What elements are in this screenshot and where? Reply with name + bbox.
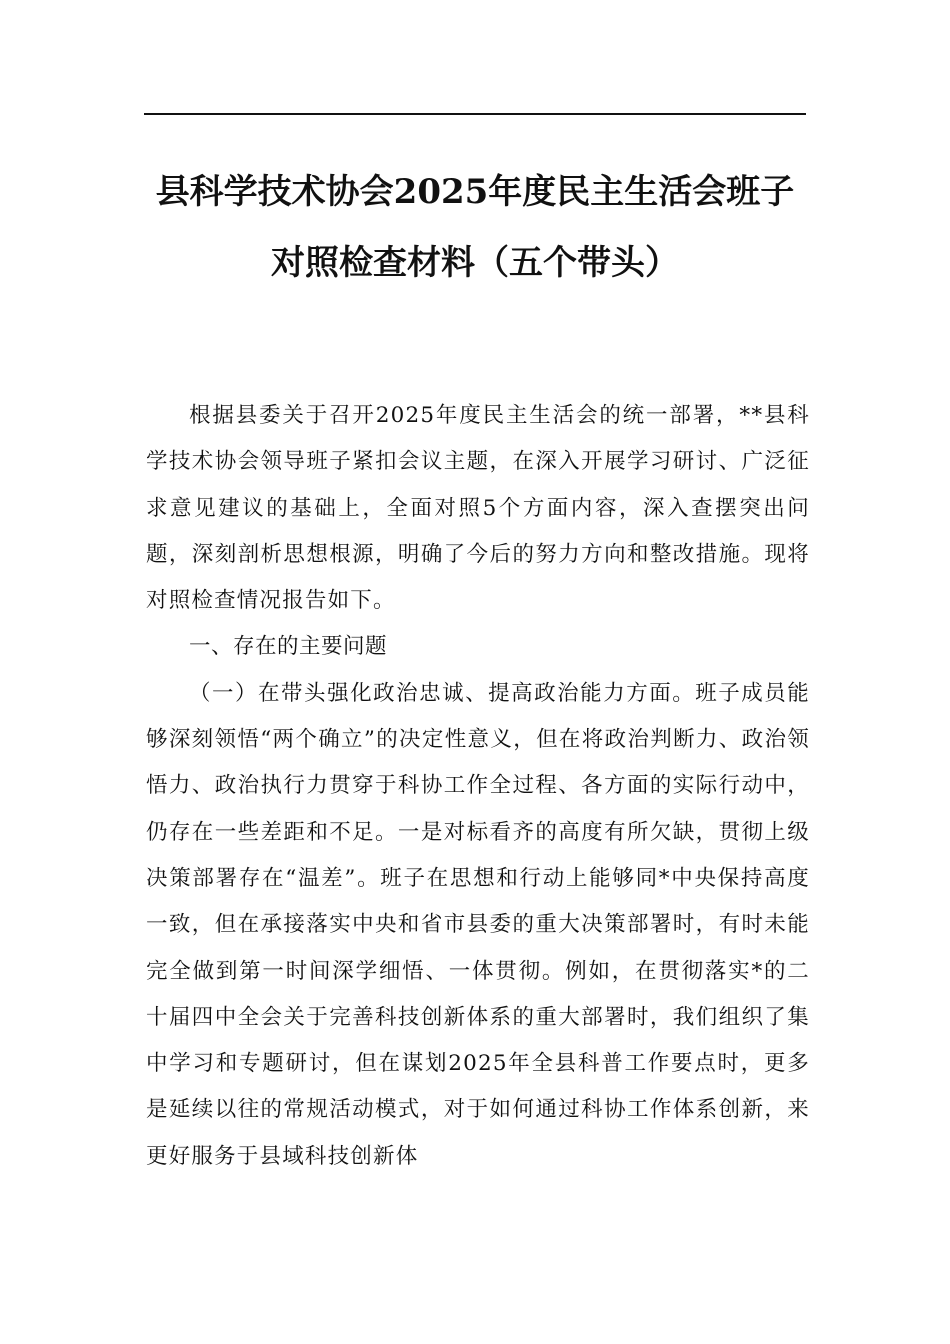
document-title-line-1: 县科学技术协会2025年度民主生活会班子 <box>155 172 795 212</box>
problem-paragraph <box>146 671 810 1180</box>
document-body <box>146 393 810 1180</box>
header-rule <box>144 113 806 115</box>
document-title-line-2: 对照检查材料（五个带头） <box>271 243 679 283</box>
section-heading: 一、存在的主要问题 <box>189 634 388 660</box>
subsection-text: 班子成员能够深刻领悟“两个确立”的决定性意义，但在将政治判断力、政治领悟力、政治执行力贯穿于科协工作全过程、各方面的实际行动中，仍存在一些差距和不足。一是对标看齐的高度有所欠缺，贯彻上级决策部署存在“温差”。班子在思想和行动上能够同*中央保持高度一致，但在承接落实中央和省市县委的重大决策部署时，有时未能完全做到第一时间深学细悟、一体贯彻。例如，在贯彻落实*的二十届四中全会关于完善科技创新体系的重大部署时，我们组织了集中学习和专题研讨，但在谋划2025年全县科普工作要点时，更多是延续以往的常规活动模式，对于如何通过科协工作体系创新，来更好服务于县域科技创新体 <box>146 680 810 1169</box>
intro-paragraph: 根据县委关于召开2025年度民主生活会的统一部署，**县科学技术协会领导班子紧扣会议主题，在深入开展学习研讨、广泛征求意见建议的基础上，全面对照5个方面内容，深入查摆突出问题，深刻剖析思想根源，明确了今后的努力方向和整改措施。现将对照检查情况报告如下。 <box>146 403 810 614</box>
subsection-heading: （一）在带头强化政治忠诚、提高政治能力方面。 <box>189 680 696 706</box>
